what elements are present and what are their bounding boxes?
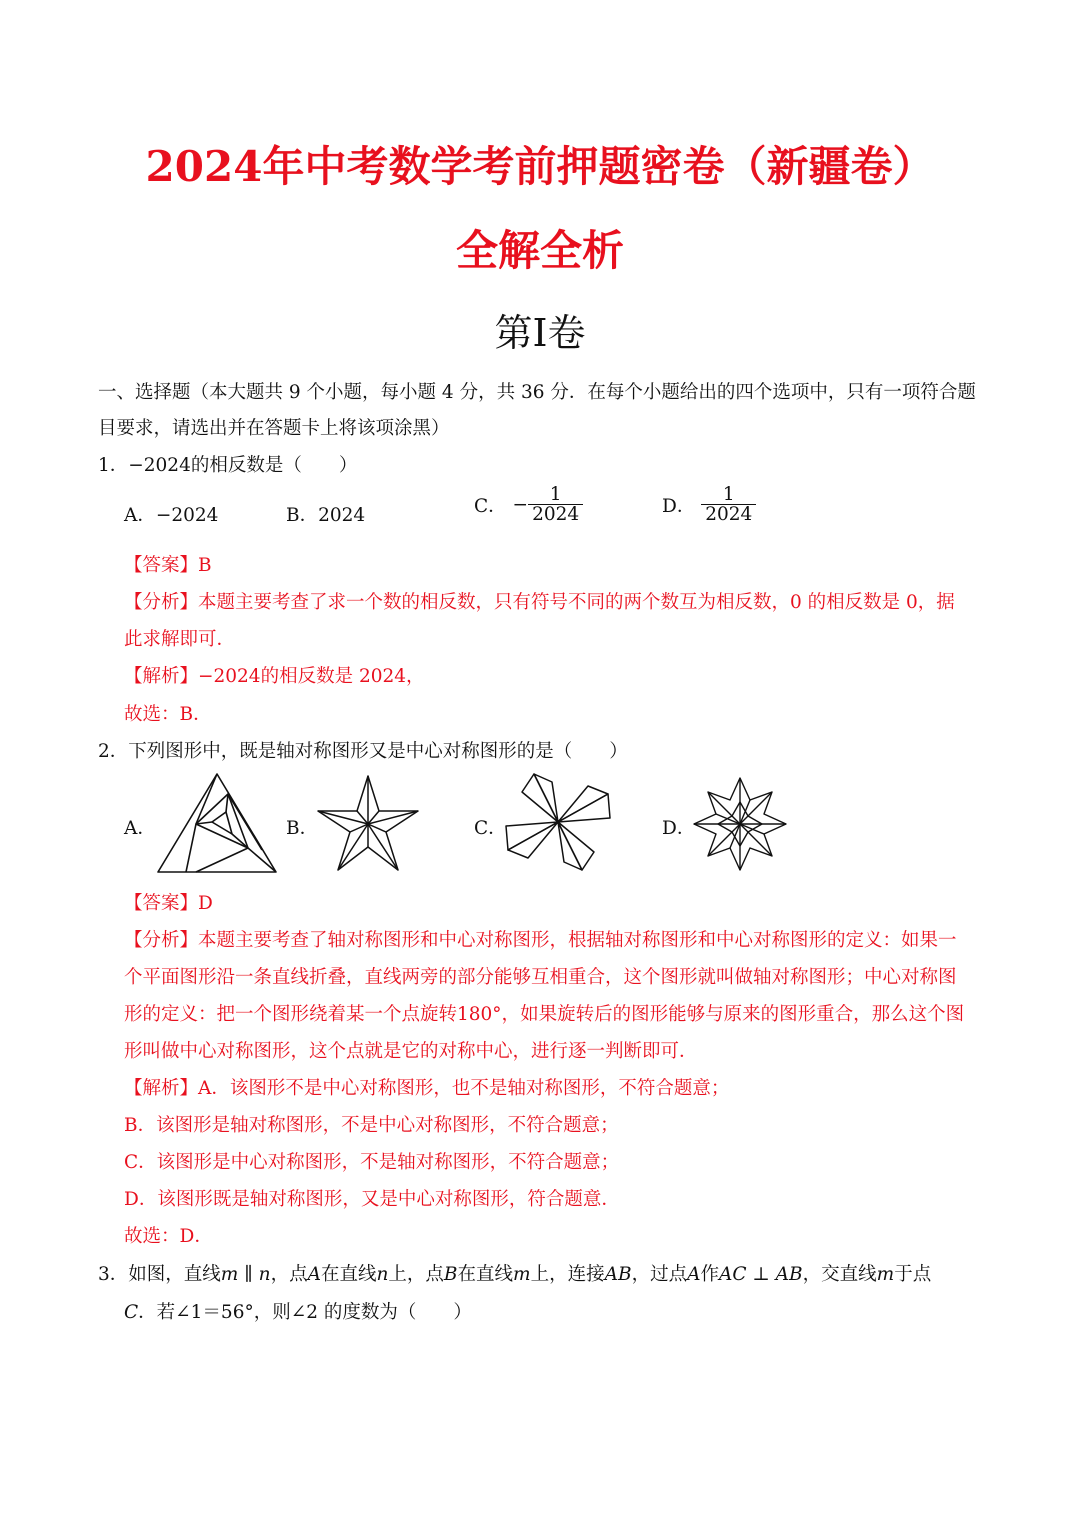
option-label: D． [662, 495, 696, 517]
var-A: A [687, 1264, 701, 1285]
q2-answer: 【答案】D [124, 893, 213, 914]
var-AB: AB [604, 1264, 632, 1285]
q2-option-c-label: C． [474, 818, 507, 839]
option-label: A． [124, 505, 156, 526]
text-segment: 上，点 [388, 1264, 444, 1285]
var-m: m [876, 1264, 895, 1285]
text-segment: ，交直线 [802, 1264, 877, 1285]
blade-1 [522, 774, 558, 822]
q1-option-a [124, 501, 218, 527]
q2-figure-a [156, 772, 278, 876]
numerator: 1 [722, 484, 735, 505]
text-segment: 上，连接 [530, 1264, 605, 1285]
q2-option-a-label: A． [124, 818, 156, 839]
q2-stem: 2．下列图形中，既是轴对称图形又是中心对称图形的是（ ） [98, 741, 628, 762]
denominator: 2024 [701, 504, 756, 524]
text-segment: 在直线 [457, 1264, 514, 1285]
var-A: A [307, 1264, 321, 1285]
var-C: C [124, 1302, 139, 1323]
q2-figure-c [504, 772, 612, 872]
option-value: 2024 [318, 505, 366, 526]
text-segment: 在直线 [320, 1264, 377, 1285]
blade-2 [558, 786, 608, 822]
q2-solution-line4: D．该图形既是轴对称图形，又是中心对称图形，符合题意． [124, 1189, 620, 1210]
q2-option-d-label: D． [662, 818, 696, 839]
var-n: n [258, 1264, 271, 1285]
q2-solution-line3: C．该图形是中心对称图形，不是轴对称图形，不符合题意； [124, 1152, 620, 1173]
option-label: C． [474, 495, 507, 517]
page-subtitle: 全解全析 [455, 226, 624, 275]
var-m: m [220, 1264, 239, 1285]
perpendicular-symbol: ⊥ [746, 1264, 776, 1285]
q2-option-b-label: B． [286, 818, 319, 839]
innermost-triangle [212, 812, 232, 834]
q3-stem-line2 [124, 1298, 472, 1324]
numerator: 1 [549, 484, 562, 505]
q1-solution: 【解析】−2024的相反数是 2024， [124, 666, 425, 687]
parallel-symbol: ∥ [238, 1264, 259, 1285]
q1-option-c [474, 485, 583, 525]
blade-4 [508, 822, 558, 858]
q2-figure-b [316, 774, 420, 874]
var-AC: AC [718, 1264, 747, 1285]
q2-analysis-line3: 形的定义：把一个图形绕着某一个点旋转180°，如果旋转后的图形能够与原来的图形重合，那么这个图 [124, 1004, 965, 1025]
text-segment: ，过点 [631, 1264, 688, 1285]
option-label: B． [286, 505, 319, 526]
fraction [528, 485, 583, 525]
page-title: 2024年中考数学考前押题密卷（新疆卷） [145, 142, 935, 191]
section-instructions-line2: 目要求，请选出并在答题卡上将该项涂黑） [98, 418, 450, 439]
q1-stem: 1．−2024的相反数是（ ） [98, 455, 358, 476]
option-value: −2024 [155, 505, 219, 526]
q1-analysis-line1: 【分析】本题主要考查了求一个数的相反数，只有符号不同的两个数互为相反数，0 的相反数是 0，据 [124, 592, 955, 613]
fraction [701, 485, 756, 525]
q3-stem-line1 [98, 1260, 931, 1286]
var-m: m [513, 1264, 531, 1285]
var-B: B [443, 1264, 458, 1285]
text-segment: 于点 [894, 1264, 932, 1285]
text-segment: ，点 [270, 1264, 308, 1285]
var-n: n [376, 1264, 389, 1285]
text-segment: ．若∠1＝56°，则∠2 的度数为（ ） [138, 1302, 472, 1323]
blade-3 [558, 822, 594, 870]
q2-choose: 故选：D． [124, 1226, 213, 1247]
q1-choose: 故选：B． [124, 704, 212, 725]
q2-analysis-line2: 个平面图形沿一条直线折叠，直线两旁的部分能够互相重合，这个图形就叫做轴对称图形；中心对称图 [124, 967, 957, 988]
q2-solution-line2: B．该图形是轴对称图形，不是中心对称图形，不符合题意； [124, 1115, 619, 1136]
volume-heading: 第I卷 [494, 311, 586, 355]
q1-option-d [662, 485, 756, 525]
q1-answer: 【答案】B [124, 555, 212, 576]
text-segment: 作 [700, 1264, 719, 1285]
q1-analysis-line2: 此求解即可． [124, 629, 236, 650]
text-segment: 3．如图，直线 [98, 1264, 221, 1285]
q1-option-b [286, 501, 365, 527]
q2-figure-d [692, 776, 788, 872]
var-AB: AB [775, 1264, 803, 1285]
section-instructions-line1: 一、选择题（本大题共 9 个小题，每小题 4 分，共 36 分．在每个小题给出的四个选项中，只有一项符合题 [98, 382, 976, 403]
inner-triangle [196, 794, 248, 848]
q2-analysis-line4: 形叫做中心对称图形，这个点就是它的对称中心，进行逐一判断即可． [124, 1041, 698, 1062]
minus-sign: − [512, 494, 529, 516]
q2-analysis-line1: 【分析】本题主要考查了轴对称图形和中心对称图形，根据轴对称图形和中心对称图形的定义：如果一 [124, 930, 957, 951]
denominator: 2024 [528, 504, 583, 524]
q2-solution-line1: 【解析】A．该图形不是中心对称图形，也不是轴对称图形，不符合题意； [124, 1078, 730, 1099]
